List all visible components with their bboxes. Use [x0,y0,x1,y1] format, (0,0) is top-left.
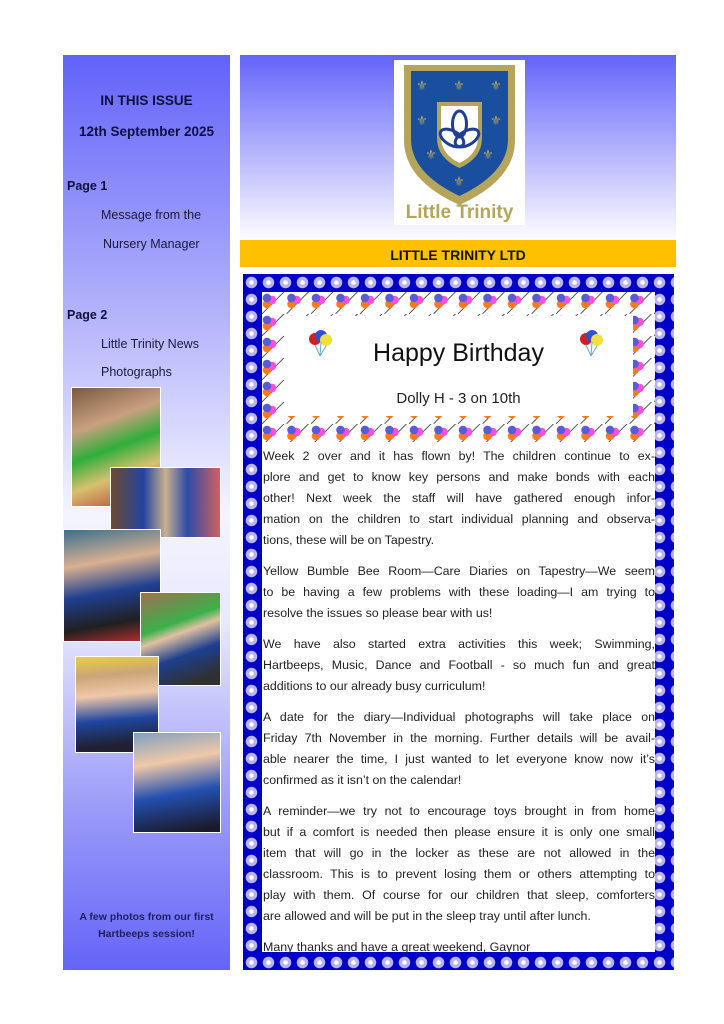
contents-item: Nursery Manager [103,237,200,251]
paragraph-line: Hartbeeps, Music, Dance and Football - so much fun and great [263,658,655,672]
svg-text:⚜: ⚜ [453,174,465,189]
logo-wordmark: Little Trinity [405,202,514,223]
page-2-label: Page 2 [67,308,108,322]
photo-group-dancing [110,467,221,538]
paragraph-line: We have also started extra activities this week; Swimming, [263,637,655,651]
page-1-label: Page 1 [67,179,108,193]
issue-date: 12th September 2025 [78,124,215,139]
photo-child-smiling [133,732,221,833]
contents-item: Little Trinity News [101,337,199,351]
birthday-name: Dolly H - 3 on 10th [396,390,521,407]
paragraph-line: item that will go in the locker as these are not allowed in the [263,846,655,860]
svg-text:⚜: ⚜ [453,78,465,93]
svg-text:⚜: ⚜ [482,147,494,162]
svg-text:⚜: ⚜ [425,147,437,162]
paragraph-line: Many thanks and have a great weekend, Gaynor [263,940,531,954]
newsletter-body [263,446,655,968]
caption-line: Hartbeeps session! [98,928,195,940]
content-panel [262,292,655,952]
little-trinity-logo [394,60,525,225]
flower-border-frame [243,274,674,970]
paragraph-line: Yellow Bumble Bee Room—Care Diaries on Tapestry—We seem [263,564,655,578]
header [240,55,676,240]
paragraph-line: plore and get to know key persons and make bonds with each [263,470,655,484]
issue-heading: IN THIS ISSUE [100,93,193,108]
birthday-title: Happy Birthday [373,339,544,367]
paragraph [263,707,655,791]
paragraph-line: A reminder—we try not to encourage toys brought in from home [263,804,655,818]
paragraph-line: A date for the diary—Individual photographs will take place on [263,710,655,724]
paragraph-line: Week 2 over and it has flown by! The children continue to ex- [263,449,655,463]
paragraph-line: play with them. Of course for our children that sleep, comforters [263,888,655,902]
paragraph-line: confirmed as it isn’t on the calendar! [263,773,462,787]
paragraph-line: additions to our already busy curriculum! [263,679,486,693]
paragraph-line: able nearer the time, I just wanted to let everyone know now it’s [263,752,655,766]
paragraph [263,937,655,958]
paragraph-line: but if a comfort is needed then please ensure it is only one small [263,825,655,839]
paragraph-line: to be having a few problems with these loading—I am trying to [263,585,655,599]
paragraph-line: other! Next week the staff will have gathered enough infor- [263,491,655,505]
paragraph [263,634,655,697]
svg-text:⚜: ⚜ [416,113,428,128]
paragraph [263,446,655,551]
paragraph [263,801,655,927]
paragraph-line: mation on the children to start individual planning and observa- [263,512,655,526]
paragraph [263,561,655,624]
paragraph-line: are allowed and will be put in the sleep tray until after lunch. [263,909,591,923]
paragraph-line: tions, these will be on Tapestry. [263,533,435,547]
company-banner: LITTLE TRINITY LTD [240,240,676,267]
paragraph-line: Friday 7th November in the morning. Further details will be avail- [263,731,655,745]
caption-line: A few photos from our first [79,911,214,923]
sidebar [63,55,230,970]
paragraph-line: resolve the issues so please bear with us! [263,606,493,620]
svg-text:⚜: ⚜ [416,78,428,93]
paragraph-line: classroom. This is to prevent losing them or others attempting to [263,867,655,881]
birthday-balloon-frame [262,292,655,442]
contents-item: Message from the [101,208,202,222]
svg-text:⚜: ⚜ [490,78,502,93]
svg-text:⚜: ⚜ [490,113,502,128]
contents-item: Photographs [101,365,172,379]
photo-caption [63,909,230,943]
